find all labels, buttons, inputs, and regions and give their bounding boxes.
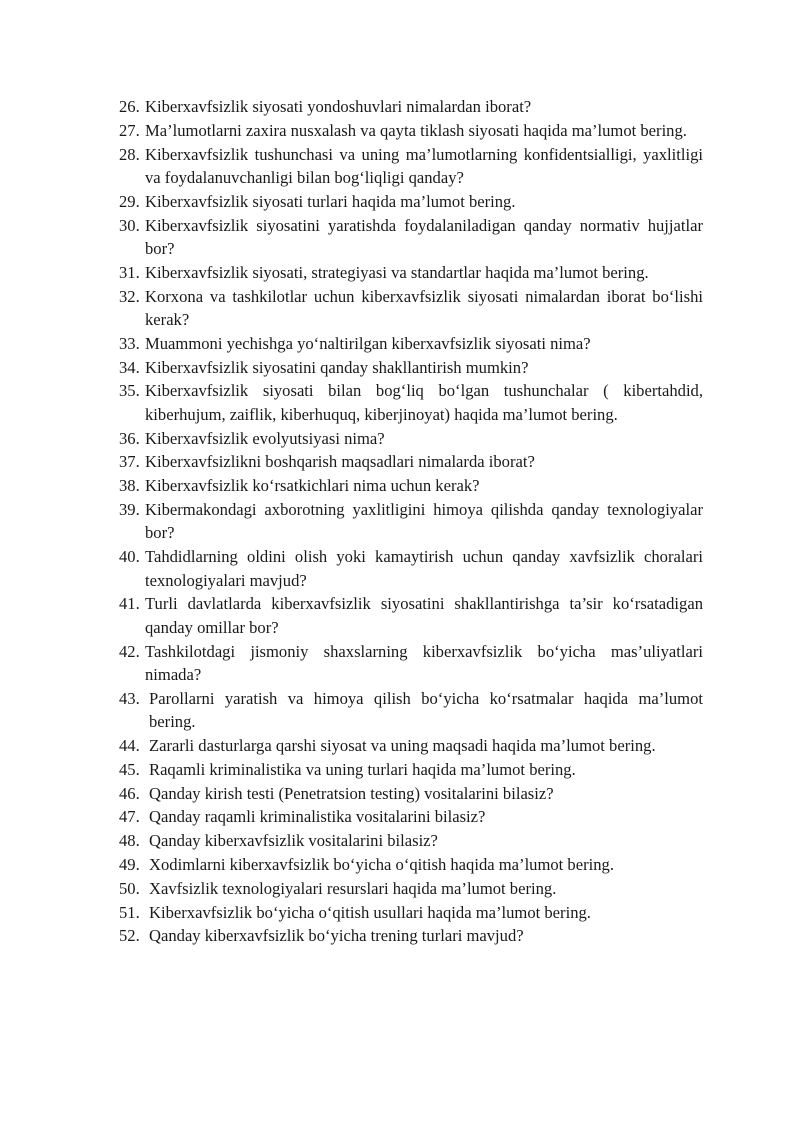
list-item [119,687,703,734]
list-item [119,853,703,876]
list-item [119,427,703,450]
item-number: 38. [119,476,140,496]
item-number: 32. [119,286,140,306]
item-number: 45. [119,759,144,779]
item-text: Kiberxavfsizlik siyosati yondoshuvlari nimalardan iborat? [145,97,532,116]
item-text: Kiberxavfsizlik ko‘rsatkichlari nima uchun kerak? [145,476,480,496]
item-text: Korxona va tashkilotlar uchun kiberxavfsizlik siyosati nimalardan iborat bo‘lishi kerak? [145,286,703,329]
list-item [119,805,703,828]
list-item [119,356,703,379]
list-item [119,190,703,213]
list-item [119,545,703,592]
list-item [119,143,703,190]
item-text: Kiberxavfsizlik evolyutsiyasi nima? [145,428,385,448]
list-item [119,592,703,639]
item-text: Qanday kirish testi (Penetratsion testing) vositalarini bilasiz? [149,783,554,803]
item-number: 51. [119,902,144,922]
list-item [119,119,703,142]
list-item [119,474,703,497]
list-item [119,285,703,332]
item-number: 44. [119,736,144,755]
question-list [119,95,703,948]
item-text: Kiberxavfsizlik siyosati bilan bog‘liq bo‘lgan tushunchalar ( kibertahdid, kiberhujum, zaiflik, kiberhuquq, kiberjinoyat) haqida ma’lumot bering. [145,381,703,424]
list-item [119,640,703,687]
item-text: Parollarni yaratish va himoya qilish bo‘yicha ko‘rsatmalar haqida ma’lumot bering. [149,688,703,732]
item-text: Tashkilotdagi jismoniy shaxslarning kiberxavfsizlik bo‘yicha mas’uliyatlari nimada? [145,641,703,684]
item-number: 35. [119,381,140,401]
item-text: Turli davlatlarda kiberxavfsizlik siyosatini shakllantirishga ta’sir ko‘rsatadigan qanday omillar bor? [145,594,703,637]
item-number: 29. [119,191,140,211]
item-number: 46. [119,783,144,803]
item-text: Qanday kiberxavfsizlik bo‘yicha trening turlari mavjud? [149,926,524,946]
list-item [119,924,703,947]
item-text: Kiberxavfsizlikni boshqarish maqsadlari nimalarda iborat? [145,452,535,472]
list-item [119,498,703,545]
item-text: Zararli dasturlarga qarshi siyosat va uning maqsadi haqida ma’lumot bering. [149,736,656,755]
item-number: 43. [119,688,144,708]
item-number: 42. [119,641,140,661]
item-text: Kiberxavfsizlik siyosati, strategiyasi va standartlar haqida ma’lumot bering. [145,262,649,282]
item-text: Xavfsizlik texnologiyalari resurslari haqida ma’lumot bering. [149,878,557,898]
list-item [119,901,703,924]
item-number: 30. [119,215,140,235]
item-number: 31. [119,262,140,282]
item-number: 49. [119,854,144,874]
item-text: Tahdidlarning oldini olish yoki kamaytirish uchun qanday xavfsizlik choralari texnologiyalari mavjud? [145,547,703,590]
list-item [119,261,703,284]
list-item [119,379,703,426]
list-item [119,829,703,852]
item-number: 33. [119,333,140,353]
item-text: Kiberxavfsizlik siyosatini yaratishda foydalaniladigan qanday normativ hujjatlar bor? [145,215,703,258]
list-item [119,734,703,757]
item-text: Kiberxavfsizlik tushunchasi va uning ma’lumotlarning konfidentsialligi, yaxlitligi va foydalanuvchanligi bilan bog‘liqligi qanday? [145,144,703,187]
item-text: Qanday raqamli kriminalistika vositalarini bilasiz? [149,807,486,827]
item-number: 52. [119,926,144,946]
item-number: 48. [119,831,149,851]
list-item [119,782,703,805]
item-number: 27. [119,120,140,140]
item-text: Kiberxavfsizlik bo‘yicha o‘qitish usullari haqida ma’lumot bering. [149,902,591,922]
item-number: 26. [119,97,144,116]
item-number: 36. [119,428,140,448]
item-number: 39. [119,499,140,519]
item-number: 40. [119,547,140,567]
item-number: 47. [119,807,144,827]
item-text: Muammoni yechishga yo‘naltirilgan kiberxavfsizlik siyosati nima? [145,333,591,353]
list-item [119,450,703,473]
item-number: 50. [119,878,144,898]
list-item [119,877,703,900]
list-item [119,332,703,355]
item-text: Qanday kiberxavfsizlik vositalarini bilasiz? [149,831,438,851]
item-text: Raqamli kriminalistika va uning turlari haqida ma’lumot bering. [149,759,576,779]
item-text: Kiberxavfsizlik siyosati turlari haqida ma’lumot bering. [145,191,516,211]
list-item [119,214,703,261]
item-text: Kiberxavfsizlik siyosatini qanday shakllantirish mumkin? [145,357,529,377]
item-number: 28. [119,144,140,164]
item-text: Kibermakondagi axborotning yaxlitligini himoya qilishda qanday texnologiyalar bor? [145,499,703,543]
item-number: 37. [119,452,140,472]
list-item [119,758,703,781]
item-number: 34. [119,357,140,377]
item-number: 41. [119,594,140,614]
item-text: Xodimlarni kiberxavfsizlik bo‘yicha o‘qitish haqida ma’lumot bering. [149,854,614,874]
list-item [119,95,703,118]
item-text: Ma’lumotlarni zaxira nusxalash va qayta tiklash siyosati haqida ma’lumot bering. [145,120,687,140]
